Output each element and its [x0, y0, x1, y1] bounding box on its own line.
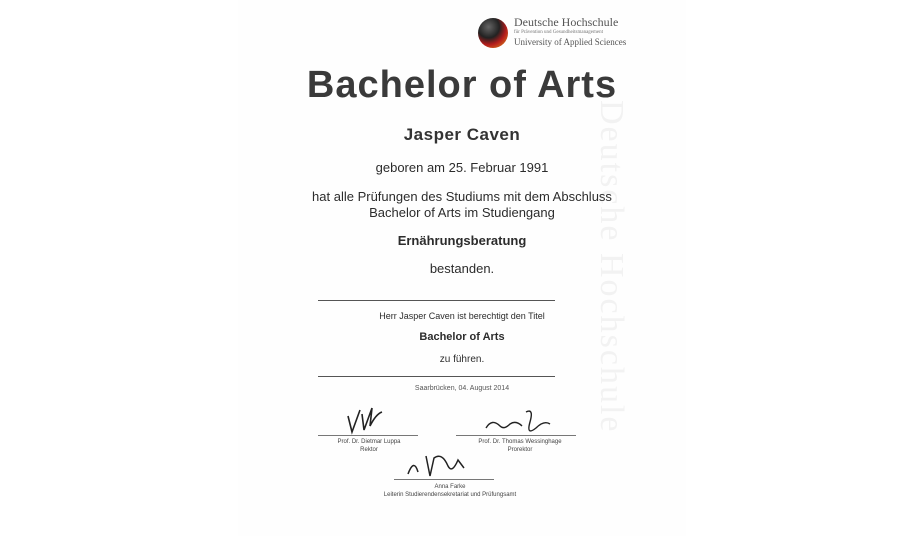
- degree-title: Bachelor of Arts: [306, 64, 618, 106]
- signature-prorektor: [484, 408, 554, 438]
- signer-prorektor: [455, 438, 585, 454]
- signer-rektor-role: Rektor: [360, 447, 378, 453]
- exam-statement-line1: hat alle Prüfungen des Studiums mit dem Abschluss: [312, 189, 612, 204]
- signer-prorektor-role: Prorektor: [507, 447, 533, 453]
- title-degree: Bachelor of Arts: [419, 331, 505, 343]
- logo-name: Deutsche Hochschule: [514, 15, 619, 29]
- result-text: bestanden.: [429, 261, 495, 276]
- signer-office-role: Leiterin Studierendensekretariat und Prüfungsamt: [383, 492, 517, 498]
- birth-date: geboren am 25. Februar 1991: [375, 160, 549, 175]
- exam-statement-line2: Bachelor of Arts im Studiengang: [369, 205, 555, 220]
- sigline-rektor: [318, 435, 418, 436]
- signer-office: [360, 483, 540, 499]
- exam-statement: [238, 189, 686, 221]
- university-logo: [478, 16, 628, 52]
- title-closing: zu führen.: [439, 354, 485, 365]
- logo-sphere-icon: [478, 18, 508, 48]
- sigline-prorektor: [456, 435, 576, 436]
- signature-office: [404, 448, 474, 480]
- study-subject: Ernährungsberatung: [397, 233, 527, 248]
- divider-top: [318, 300, 555, 301]
- logo-tagline: University of Applied Sciences: [514, 37, 627, 47]
- signer-rektor-name: Prof. Dr. Dietmar Luppa: [337, 439, 401, 445]
- watermark: Deutsche Hochschule: [593, 100, 630, 434]
- graduate-name: Jasper Caven: [403, 125, 521, 144]
- sigline-office: [394, 479, 494, 480]
- divider-bottom: [318, 376, 555, 377]
- logo-subtitle: für Prävention und Gesundheitsmanagement: [514, 30, 604, 35]
- place-date: Saarbrücken, 04. August 2014: [414, 385, 510, 392]
- signer-office-name: Anna Farke: [434, 484, 466, 490]
- signature-rektor: [340, 404, 388, 436]
- signer-prorektor-name: Prof. Dr. Thomas Wessinghage: [478, 439, 562, 445]
- title-entitlement: Herr Jasper Caven ist berechtigt den Titel: [379, 311, 545, 321]
